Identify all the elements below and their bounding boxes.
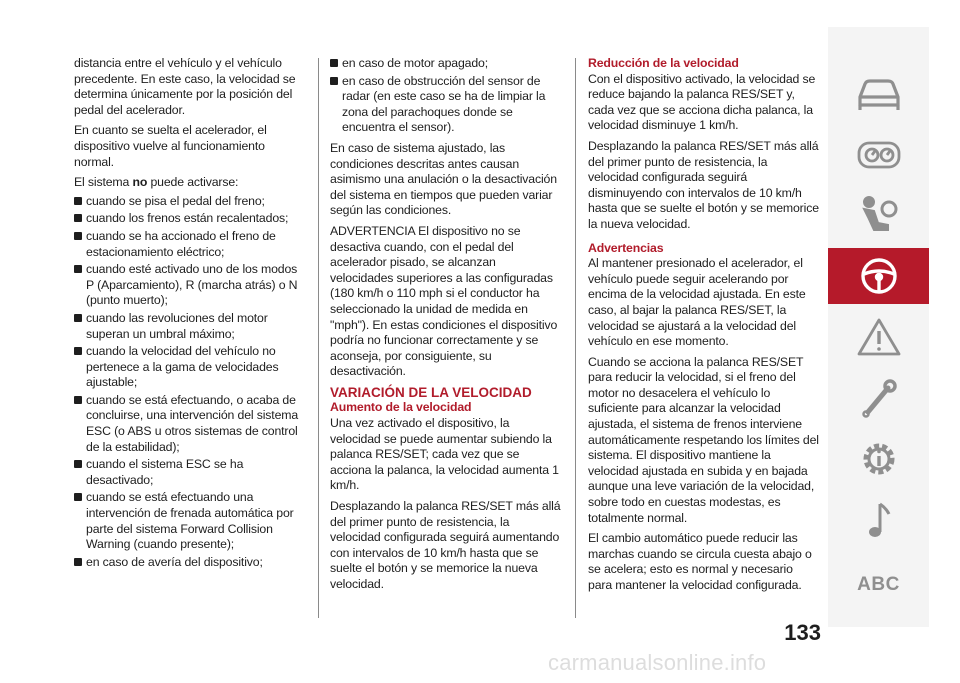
list-item: cuando esté activado uno de los modos P (Aparcamiento), R (marcha atrás) o N (punto muerto); <box>74 262 306 309</box>
sidebar-item-vehicle[interactable] <box>828 65 929 121</box>
paragraph: Al mantener presionado el acelerador, el vehículo puede seguir acelerando por encima de la velocidad ajustada. En este caso, al bajar la palanca RES/SET, la velocidad se ajustará a la velocidad del vehículo en ese momento. <box>588 256 806 349</box>
sidebar-item-driving[interactable] <box>828 248 929 304</box>
paragraph: Desplazando la palanca RES/SET más allá del primer punto de resistencia, la velocidad configurada seguirá aumentando con intervalos de 10 km/h hasta que se suelte el botón y se memorice la nueva velocidad. <box>330 499 561 591</box>
dashboard-gauge-icon <box>856 135 902 175</box>
condition-list <box>330 56 562 136</box>
column-divider <box>318 58 319 618</box>
watermark: carmanualsonline.info <box>548 650 767 675</box>
list-item: en caso de obstrucción del sensor de radar (en este caso se ha de limpiar la zona del parachoques donde se encuentra el sensor). <box>330 74 562 136</box>
music-note-icon <box>856 500 902 540</box>
paragraph: El cambio automático puede reducir las marchas cuando se circula cuesta abajo o se acelera; esto es normal y necesario para mantener la velocidad configurada. <box>588 531 812 592</box>
page-number: 133 <box>784 620 821 645</box>
column-divider <box>575 58 576 618</box>
sidebar-item-maintenance[interactable] <box>828 370 929 426</box>
list-item: cuando se está efectuando, o acaba de concluirse, una intervención del sistema ESC (o ABS u otros sistemas de control de la estabilidad); <box>74 393 306 455</box>
list-item: en caso de motor apagado; <box>330 56 562 72</box>
list-item: cuando la velocidad del vehículo no pertenece a la gama de velocidades ajustable; <box>74 344 306 391</box>
gear-info-icon <box>856 439 902 479</box>
paragraph: Desplazando la palanca RES/SET más allá del primer punto de resistencia, la velocidad configurada seguirá disminuyendo con intervalos de 10 km/h hasta que se suelte el botón y se memorice la nueva velocidad. <box>588 138 819 231</box>
bold-no: no <box>132 175 148 190</box>
list-item: cuando las revoluciones del motor superan un umbral máximo; <box>74 311 306 342</box>
steering-wheel-icon <box>856 256 902 296</box>
sidebar-item-safety[interactable] <box>828 187 929 243</box>
paragraph: Cuando se acciona la palanca RES/SET para reducir la velocidad, si el freno del motor no desacelera el vehículo lo suficiente para alcanzar la velocidad ajustada, el sistema de frenos interviene automáticamente respetando los límites del sistema. El dispositivo mantiene la velocidad ajustada en subida y en bajada aunque una leve variación de la velocidad, sobre todo en cuestas modestas, es totalmente normal. <box>588 354 819 525</box>
paragraph: Una vez activado el dispositivo, la velocidad se puede aumentar subiendo la palanca RES/SET; cada vez que se acciona la palanca, la velocidad aumenta 1 km/h. <box>330 416 559 493</box>
subsection-title: Aumento de la velocidad <box>330 400 472 415</box>
abc-index-icon: ABC <box>857 574 900 595</box>
car-icon <box>856 73 902 113</box>
sidebar-item-index[interactable] <box>828 557 929 613</box>
paragraph: distancia entre el vehículo y el vehículo precedente. En este caso, la velocidad se determina únicamente por la posición del pedal del acelerador. <box>74 56 296 117</box>
subsection-title: Reducción de la velocidad <box>588 56 739 70</box>
sidebar-item-technical-data[interactable] <box>828 431 929 487</box>
text-column-1 <box>74 56 306 572</box>
warning-paragraph: ADVERTENCIA El dispositivo no se desactiva cuando, con el pedal del acelerador pisado, se alcanzan velocidades superiores a las configuradas (180 km/h o 110 mph si el conductor ha seleccionado la unidad de medida en "mph"). En estas condiciones el dispositivo podría no funcionar correctamente y se aconseja, por consiguiente, su desactivación. <box>330 223 558 379</box>
paragraph: En cuanto se suelta el acelerador, el dispositivo vuelve al funcionamiento normal. <box>74 123 267 169</box>
subsection-title: Advertencias <box>588 240 664 255</box>
paragraph: Con el dispositivo activado, la velocidad se reduce bajando la palanca RES/SET y, cada vez que se acciona dicha palanca, la velocidad disminuye 1 km/h. <box>588 71 816 133</box>
paragraph: El sistema no puede activarse: <box>74 175 239 190</box>
paragraph: En caso de sistema ajustado, las condiciones descritas antes causan asimismo una anulación o la desactivación del sistema en tiempos que pueden variar según las condiciones. <box>330 140 557 218</box>
list-item: en caso de avería del dispositivo; <box>74 555 306 571</box>
text-column-2 <box>330 56 562 598</box>
list-item: cuando se está efectuando una intervención de frenada automática por parte del sistema Forward Collision Warning (cuando presente); <box>74 490 306 552</box>
wrench-icon <box>856 378 902 418</box>
list-item: cuando se pisa el pedal del freno; <box>74 194 306 210</box>
airbag-seat-icon <box>856 195 902 235</box>
list-item: cuando se ha accionado el freno de estacionamiento eléctrico; <box>74 229 306 260</box>
list-item: cuando el sistema ESC se ha desactivado; <box>74 457 306 488</box>
sidebar-item-multimedia[interactable] <box>828 492 929 548</box>
chapter-sidebar <box>828 27 929 627</box>
text-column-3 <box>588 56 820 599</box>
section-title: VARIACIÓN DE LA VELOCIDAD <box>330 384 532 400</box>
sidebar-item-warnings[interactable] <box>828 309 929 365</box>
warning-triangle-icon <box>856 317 902 357</box>
condition-list <box>74 194 306 571</box>
sidebar-item-dashboard[interactable] <box>828 127 929 183</box>
list-item: cuando los frenos están recalentados; <box>74 211 306 227</box>
